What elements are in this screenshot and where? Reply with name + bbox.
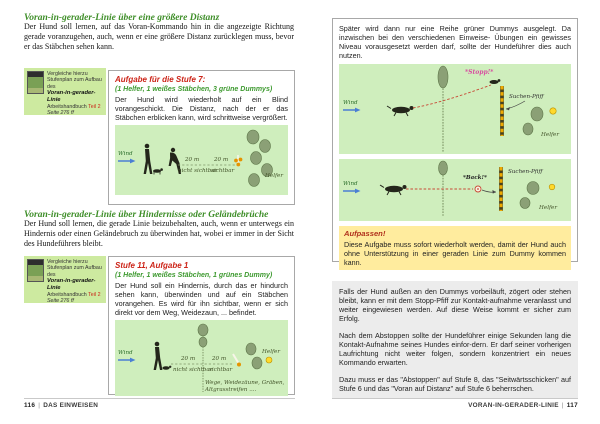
distance2-label: 20 m <box>212 356 227 362</box>
ref-part: Teil 2 <box>88 291 101 298</box>
stopp-point-marker <box>475 186 481 192</box>
meadow-background <box>115 125 288 195</box>
visibility1-label: nicht sichtbar <box>178 168 218 174</box>
chapter-title: VORAN-IN-GERADER-LINIE <box>468 402 559 409</box>
task2-body: Der Hund soll ein Hindernis, durch das er hindurch sehen kann, überwinden und auf ein Stäbchen vorangehen. Es wird für ihn sichtbar, wenn er sich direkt vor dem Weg, Weidezaun, ... befindet. <box>115 281 288 317</box>
footer-separator: | <box>38 402 41 409</box>
illustration-dummy-row-stopp <box>339 64 571 154</box>
footer-left <box>24 402 98 409</box>
stopp-command-label: *Stopp!* <box>465 69 494 76</box>
section2-heading: Voran-in-gerader-Linie über Hindernisse oder Geländebrüche <box>24 210 269 220</box>
footer-rule <box>332 398 578 399</box>
visibility2-label: sichtbar <box>211 168 235 174</box>
helper-label: Helfer <box>539 205 558 211</box>
ref-title: Voran-in-gerader-Linie <box>47 277 96 291</box>
helper-smiley-icon <box>550 108 556 114</box>
thumb-band-bottom <box>28 88 43 93</box>
page-number: 117 <box>566 402 578 409</box>
section1-body: Der Hund soll lernen, auf das Voran-Kommando hin in die angezeigte Richtung gerade voranzugehen, auch, wenn er eine größere Distanz zurücklegen muss, bevor er das Stäbchen sehen kann. <box>24 22 294 51</box>
exercise-intro: Später wird dann nur eine Reihe grüner Dummys ausgelegt. Da inzwischen bei den verschiedenen Einweise- Übungen ein gewisses Niveau vorausgesetzt werden darf, sollte der Hundeführer dies auch nutzen. <box>339 24 571 60</box>
ref-line2: Stufenplan zum Aufbau des <box>47 77 102 90</box>
book-cover-thumbnail <box>27 71 44 94</box>
paragraph: Nach dem Abstoppen sollte der Hundeführer einige Sekunden lang die Kontakt-Aufnahme seines Hundes einfor-dern. Er darf seiner vorherigen Laufrichtung nicht weiter folgen, sondern konzentriert ein neues Kommando erwarten. <box>339 331 571 367</box>
paragraph: Falls der Hund außen an den Dummys vorbeiläuft, zögert oder stehen bleibt, kann er mit dem Stopp-Pfiff zur Kontakt-aufnahme veranlasst und weiter eingewiesen werden. Auf diese Weise kommt er sicher zum Erfolg. <box>339 287 571 323</box>
ref-part: Teil 2 <box>88 103 101 110</box>
task1-body: Der Hund wird wiederholt auf ein Blind vorangeschickt. Die Distanz, nach der er das Stäbchen erblicken kann, wird schrittweise vergrößert. <box>115 95 288 122</box>
ref-pages: Seite 276 ff <box>47 298 74 305</box>
thumb-photo <box>28 77 43 88</box>
helper-smiley-icon <box>549 184 555 190</box>
warning-title: Aufpassen! <box>344 229 386 238</box>
wind-label: Wind <box>343 181 358 187</box>
helper-label: Helfer <box>265 173 284 179</box>
reference-box <box>24 256 106 303</box>
obstacle-examples-line1: Wege, Weidezäune, Gräben, <box>205 380 285 386</box>
helper-smiley-icon <box>266 357 272 363</box>
suchen-pfiff-label: Suchen-Pfiff <box>509 94 544 100</box>
warning-body: Diese Aufgabe muss sofort wiederholt werden, damit der Hund auch ohne Unterstützung in einer geraden Linie zum Dummy kommen kann. <box>344 240 566 267</box>
wind-label: Wind <box>118 151 133 157</box>
illustration-stufe7 <box>115 125 288 195</box>
helper-label: Helfer <box>262 349 281 355</box>
distance2-label: 20 m <box>214 157 229 163</box>
warning-box <box>339 226 571 270</box>
page-number: 116 <box>24 402 36 409</box>
ref-title: Voran-in-gerader-Linie <box>47 89 96 103</box>
reference-box <box>24 68 106 115</box>
body-text-block <box>332 281 578 399</box>
helper-label: Helfer <box>541 132 560 138</box>
ref-source: Arbeitshandbuch Teil 2 <box>47 103 101 110</box>
task-box-stufe11 <box>108 256 295 395</box>
section1-heading: Voran-in-gerader-Linie über eine größere Distanz <box>24 13 220 23</box>
suchen-pfiff-label: Suchen-Pfiff <box>508 169 543 175</box>
ref-line1: Vergleiche hierzu <box>47 71 88 77</box>
illustration-stufe11 <box>115 320 288 396</box>
visibility2-label: sichtbar <box>209 367 233 373</box>
distance1-label: 20 m <box>185 157 200 163</box>
ref-line2: Stufenplan zum Aufbau des <box>47 265 102 278</box>
book-cover-thumbnail <box>27 259 44 282</box>
task-box-stufe7 <box>108 70 295 205</box>
footer-right <box>332 402 578 409</box>
task2-title: Stufe 11, Aufgabe 1 <box>115 261 189 270</box>
section2-body: Der Hund soll lernen, die gerade Linie beizubehalten, auch, wenn er unterwegs ein Hindernis oder einen Geländebruch zu überwinden hat, wobei er immer in der Sicht des Hundeführers bleibt. <box>24 219 294 248</box>
task1-materials: (1 Helfer, 1 weißes Stäbchen, 3 grüne Dummys) <box>115 86 273 93</box>
back-command-label: *Back!* <box>463 175 487 181</box>
wind-label: Wind <box>343 100 358 106</box>
task1-title: Aufgabe für die Stufe 7: <box>115 75 206 84</box>
exercise-box <box>332 18 578 267</box>
task2-materials: (1 Helfer, 1 weißes Stäbchen, 1 grünes Dummy) <box>115 272 273 279</box>
chapter-title: DAS EINWEISEN <box>43 402 99 409</box>
paragraph: Dazu muss er das "Abstoppen" auf Stufe 8, das "Seitwärtsschicken" auf Stufe 6 und das "Voran auf Distanz" auf Stufe 6 beherrschen. <box>339 375 571 393</box>
footer-rule <box>24 398 295 399</box>
wind-label: Wind <box>118 350 133 356</box>
thumb-photo <box>28 265 43 276</box>
distance1-label: 20 m <box>181 356 196 362</box>
ref-source: Arbeitshandbuch Teil 2 <box>47 291 101 298</box>
visibility1-label: nicht sichtbar <box>173 367 213 373</box>
ref-pages: Seite 276 ff <box>47 110 74 117</box>
illustration-dummy-row-back <box>339 159 571 221</box>
obstacle-examples-line2: Altgrasstreifen .... <box>205 387 257 393</box>
ref-line1: Vergleiche hierzu <box>47 259 88 265</box>
footer-separator: | <box>561 402 564 409</box>
thumb-band-bottom <box>28 276 43 281</box>
